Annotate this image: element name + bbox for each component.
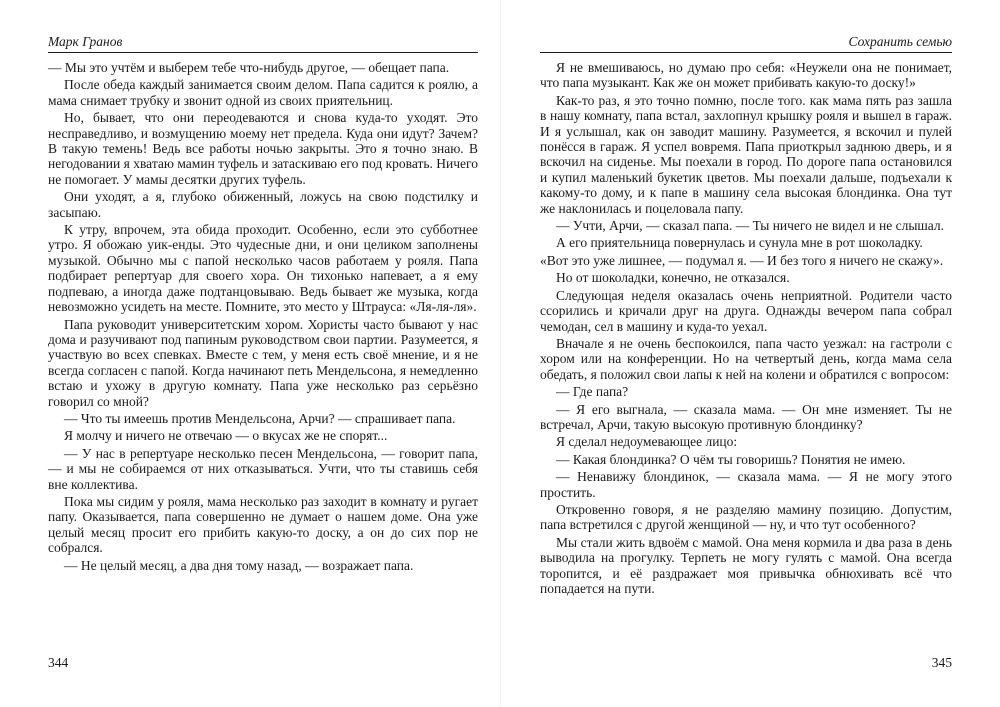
paragraph: — Где папа? <box>556 384 629 400</box>
paragraph: — Что ты имеешь против Мендельсона, Арчи? — спрашивает папа. <box>64 410 456 426</box>
paragraph: — Учти, Арчи, — сказал папа. — Ты ничего не видел и не слышал. <box>556 218 945 234</box>
paragraph: Я сделал недоумевающее лицо: <box>556 434 738 450</box>
paragraph: Они уходят, а я, глубоко обиженный, ложусь на свою подстилку и засыпаю. <box>48 189 478 220</box>
left-page <box>48 0 478 707</box>
paragraph: Откровенно говоря, я не разделяю мамину позицию. Допустим, папа встретился с другой женщиной — ну, и что тут особенного? <box>540 501 952 533</box>
page-number-right: 345 <box>931 655 952 670</box>
paragraph: Пока мы сидим у рояля, мама несколько раз заходит в комнату и ругает папу. Оказывается, папа совершенно не думает о нашем доме. Она уже целый месяц просит его прибить какую-то доску, а он до сих пор не собрался. <box>48 493 478 556</box>
paragraph: Я молчу и ничего не отвечаю — о вкусах же не спорят... <box>64 428 388 444</box>
paragraph: — Какая блондинка? О чём ты говоришь? Понятия не имею. <box>556 451 906 467</box>
paragraph: Я не вмешиваюсь, но думаю про себя: «Неужели она не понимает, что папа музыкант. Как же он может прибивать какую-то доску!» <box>540 60 952 91</box>
paragraph: Как-то раз, я это точно помню, после того. как мама пять раз зашла в нашу комнату, папа встал, захлопнул крышку рояля и вышел в гараж. И я услышал, как он заводит машину. Разумеется, я вскочил и пулей понёсся в гараж. Я успел вовремя. Папа приоткрыл заднюю дверь, и я вскочил на сиденье. Мы поехали в город. По дороге папа остановился и купил маленький букетик цветов. Мы поехали дальше, подъехали к какому-то дому, и к папе в машину села высокая блондинка. Она тут же наклонилась и поцеловала папу. <box>540 92 952 216</box>
paragraph: Папа руководит университетским хором. Хористы часто бывают у нас дома и разучивают под папиным руководством свои партии. Разумеется, я участвую во всех спевках. Вместе с тем, у меня есть своё мнение, и я не всегда согласен с папой. Когда начинают петь Мендельсона, я немедленно встаю и ухожу в другую комнату. Папа уже несколько раз серьёзно говорил со мной? <box>48 316 478 409</box>
paragraph: К утру, впрочем, эта обида проходит. Особенно, если это субботнее утро. Я обожаю уик-енды. Это чудесные дни, и они целиком заполнены музыкой. Обычно мы с папой несколько часов работаем у рояля. Папа подбирает репертуар для своего хора. Он тихонько напевает, а я ему подпеваю, а иногда даже подтанцовываю. Ведь бывает же музыка, когда невозможно усидеть на месте. Помните, это место у Штрауса: «Ля-ля-ля». <box>48 222 478 315</box>
paragraph: Но от шоколадки, конечно, не отказался. <box>556 270 790 286</box>
right-page-text <box>540 60 952 598</box>
page-number-left: 344 <box>48 655 69 670</box>
paragraph: — Не целый месяц, а два дня тому назад, — возражает папа. <box>64 557 414 573</box>
paragraph: — У нас в репертуаре несколько песен Мендельсона, — говорит папа, — и мы не собираемся от них отказываться. Учти, что ты ставишь себя вне коллектива. <box>48 445 478 492</box>
paragraph: После обеда каждый занимается своим делом. Папа садится к роялю, а мама снимает трубку и звонит одной из своих приятельниц. <box>48 77 478 108</box>
paragraph: «Вот это уже лишнее, — подумал я. — И без того я ничего не скажу». <box>540 252 944 268</box>
paragraph: — Ненавижу блондинок, — сказала мама. — Я не могу этого простить. <box>540 469 952 500</box>
paragraph: А его приятельница повернулась и сунула мне в рот шоколадку. <box>556 235 923 251</box>
paragraph: Но, бывает, что они переодеваются и снова куда-то уходят. Это несправедливо, и возмущению моему нет предела. Куда они идут? Зачем? В такую темень! Ведь все работы ночью закрыты. Это я точно знаю. В негодовании я хватаю мамин туфель и затаскиваю его под кровать. Ничего не помогает. У мамы десятки других туфель. <box>48 110 478 187</box>
paragraph: — Мы это учтём и выберем тебе что-нибудь другое, — обещает папа. <box>48 60 450 75</box>
paragraph: Вначале я не очень беспокоился, папа часто уезжал: на гастроли с хором или на конференции. Но на четвертый день, когда мама села обедать, я положил свои лапы к ней на колени и обратился с вопросом: <box>540 335 952 382</box>
left-page-text <box>48 60 478 575</box>
running-head-left: Марк Гранов <box>48 34 478 53</box>
running-head-right: Сохранить семью <box>540 34 952 53</box>
paragraph: — Я его выгнала, — сказала мама. — Он мне изменяет. Ты не встречал, Арчи, такую высокую противную блондинку? <box>540 401 952 432</box>
paragraph: Мы стали жить вдвоём с мамой. Она меня кормила и два раза в день выводила на прогулку. Терпеть не могу гулять с мамой. Она всегда торопится, и её раздражает моя привычка обнюхивать всё что попадается на пути. <box>540 534 952 596</box>
book-gutter <box>500 0 501 707</box>
right-page <box>540 0 952 707</box>
paragraph: Следующая неделя оказалась очень неприятной. Родители часто ссорились и кричали друг на друга. Однажды вечером папа собрал чемодан, сел в машину и куда-то уехал. <box>540 287 952 334</box>
